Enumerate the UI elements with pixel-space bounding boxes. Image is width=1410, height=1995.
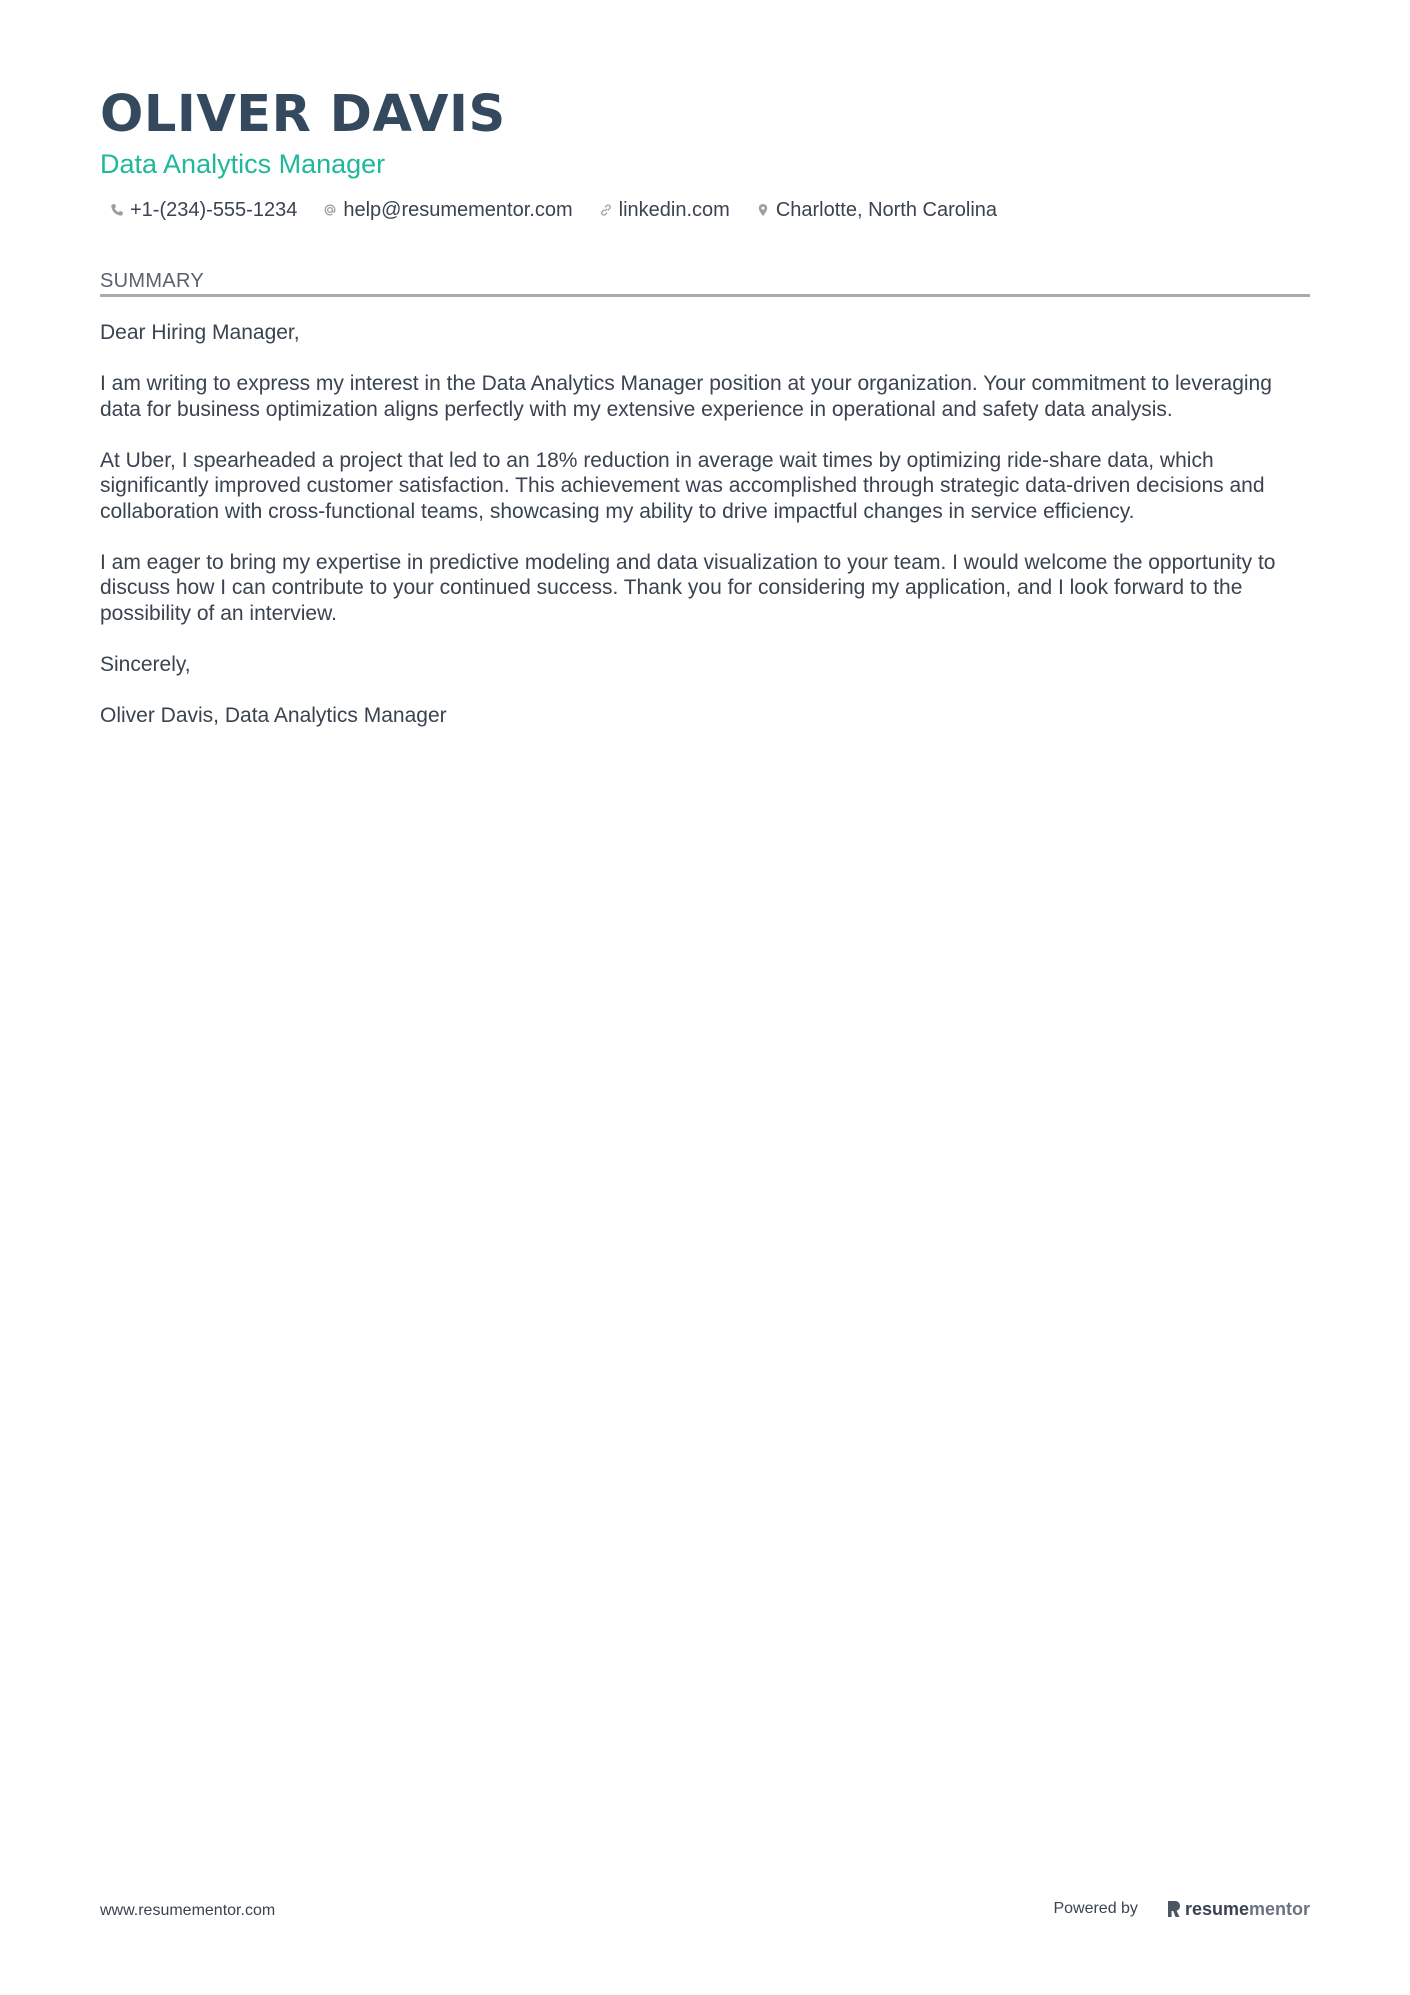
- job-title: Data Analytics Manager: [100, 149, 386, 179]
- location-pin-icon: [756, 203, 770, 217]
- section-divider: [100, 294, 1310, 297]
- brand-text-mentor: mentor: [1248, 1899, 1310, 1919]
- powered-by-label: Powered by: [1053, 1900, 1138, 1917]
- contact-phone-text: +1-(234)-555-1234: [130, 199, 298, 221]
- letter-greeting: Dear Hiring Manager,: [100, 321, 300, 344]
- cover-letter-body: [100, 320, 1312, 754]
- contact-email-text[interactable]: help@resumementor.com: [343, 199, 573, 221]
- footer-branding: [1053, 1898, 1310, 1920]
- footer-website[interactable]: www.resumementor.com: [100, 1902, 276, 1919]
- letter-signature: Oliver Davis, Data Analytics Manager: [100, 703, 447, 727]
- letter-paragraph: I am writing to express my interest in the Data Analytics Manager position at your organization. Your commitment to leveraging data for business optimization aligns perfectly with my extensive experience in operational and safety data analysis.: [100, 372, 1272, 421]
- letter-closing: Sincerely,: [100, 652, 191, 676]
- contact-location-text: Charlotte, North Carolina: [775, 199, 998, 221]
- contact-linkedin: [599, 196, 730, 224]
- resumementor-logo-icon: [1166, 1899, 1182, 1919]
- contact-bar: [110, 196, 1023, 224]
- contact-email: [323, 196, 572, 224]
- letter-paragraph: I am eager to bring my expertise in predictive modeling and data visualization to your team. I would welcome the opportunity to discuss how I can contribute to your continued success. Thank you for considering my application, and I look forward to the possibility of an interview.: [100, 550, 1276, 625]
- phone-icon: [110, 203, 124, 217]
- letter-paragraph: At Uber, I spearheaded a project that led to an 18% reduction in average wait times by optimizing ride-share data, which significantly improved customer satisfaction. This achievement was accomplished through strategic data-driven decisions and collaboration with cross-functional teams, showcasing my ability to drive impactful changes in service efficiency.: [100, 448, 1265, 523]
- contact-linkedin-text[interactable]: linkedin.com: [618, 199, 730, 221]
- resume-page: [100, 0, 1310, 1995]
- brand-text-resume: resume: [1184, 1899, 1249, 1919]
- link-icon: [599, 203, 613, 217]
- contact-location: [756, 196, 997, 224]
- candidate-name: OLIVER DAVIS: [100, 85, 506, 144]
- at-icon: [323, 203, 337, 217]
- contact-phone: [110, 196, 297, 224]
- resumementor-logo[interactable]: [1166, 1898, 1310, 1920]
- section-heading: SUMMARY: [100, 270, 204, 292]
